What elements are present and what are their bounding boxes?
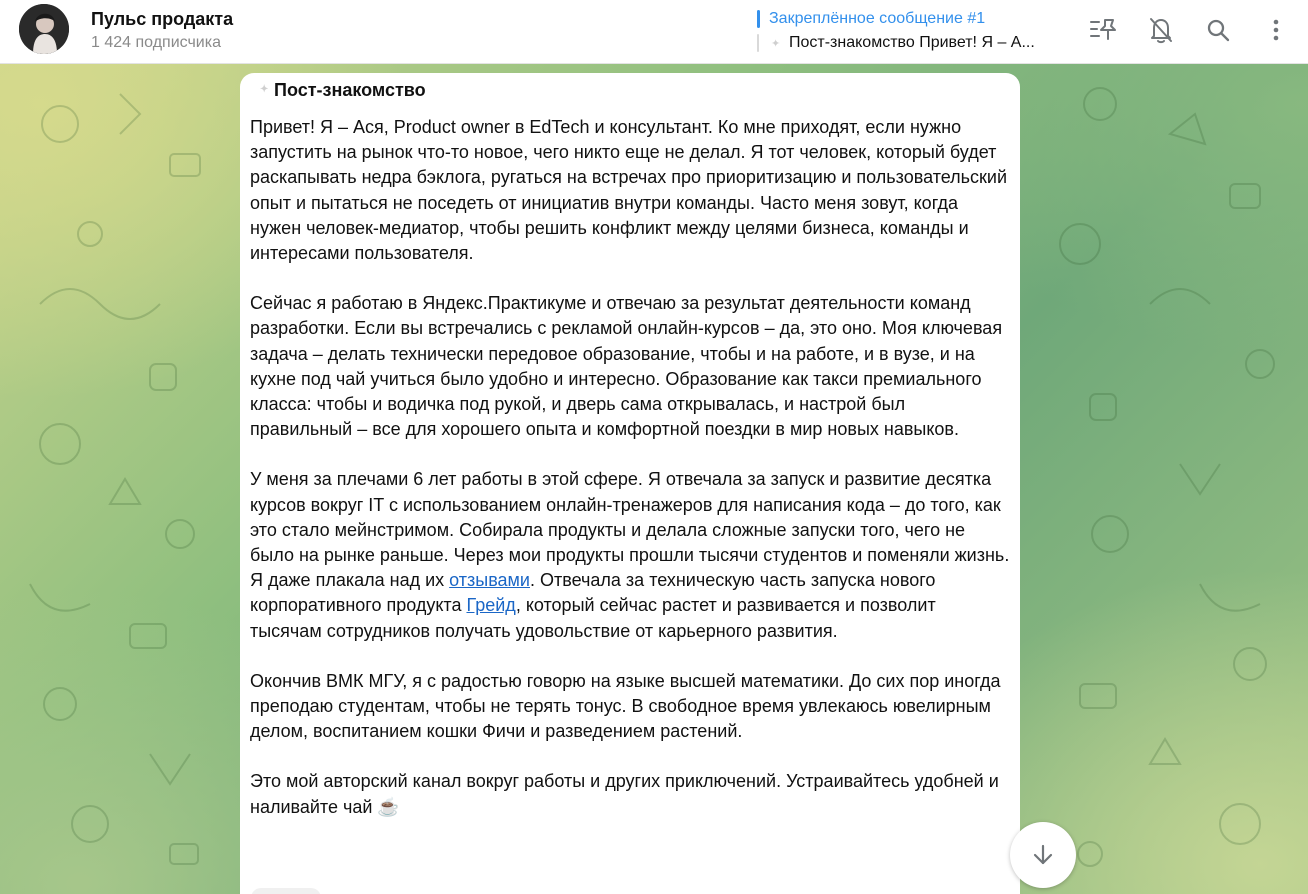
post-title: Пост-знакомство xyxy=(274,80,426,100)
pinned-message-bar[interactable] xyxy=(757,8,1057,56)
reaction-bar[interactable] xyxy=(251,888,321,894)
pinned-sparkle-icon: ✦ xyxy=(771,38,781,50)
text-segment: . Отвечала за техническую часть запуска нового корпоративного продукта xyxy=(250,570,936,616)
arrow-down-icon xyxy=(1031,843,1055,867)
paragraph-intro: Привет! Я – Ася, Product owner в EdTech и консультант. Ко мне приходят, если нужно запустить на рынок что-то новое, чего никто еще не делал. Я тот человек, который будет раскапывать недра бэклога, ругаться на встречах про приоритизацию и пользовательский опыт и пытаться не поседеть от инициатив внутри команды. Часто меня зовут, когда нужен человек-медиатор, чтобы решить конфликт между целями бизнеса, команды и интересами пользователя. xyxy=(250,117,1008,264)
text-segment: , который сейчас растет и развивается и позволит тысячам сотрудников получать удовольствие от карьерного развития. xyxy=(250,595,936,641)
paragraph-channel: Это мой авторский канал вокруг работы и других приключений. Устраивайтесь удобней и наливайте чай ☕ xyxy=(250,771,999,817)
message-bubble xyxy=(240,73,1020,894)
bell-muted-icon[interactable] xyxy=(1145,14,1177,46)
pinned-indicator-active xyxy=(757,10,760,28)
paragraph-experience xyxy=(250,467,1010,643)
reviews-link[interactable]: отзывами xyxy=(449,570,530,591)
paragraph-work: Сейчас я работаю в Яндекс.Практикуме и отвечаю за результат деятельности команд разработки. Если вы встречались с рекламой онлайн-курсов – да, это оно. Моя ключевая задача – делать технически передовое образование, чтобы и на работе, и в вузе, и на кухне под чай учиться было удобно и интересно. Образование как такси премиального класса: чтобы и водичка под рукой, и дверь сама открывалась, и настрой был правильный – все для хорошего опыта и комфортной поездки в мир новых навыков. xyxy=(250,293,1003,440)
post-title-row xyxy=(260,79,1010,115)
text-segment: У меня за плечами 6 лет работы в этой сфере. Я отвечала за запуск и развитие десятка курсов вокруг IT с использованием онлайн-тренажеров для написания кода – до того, как это стало мейнстримом. Собирала продукты и делала сложные запуски того, чего не было на рынке раньше. Через мои продукты прошли тысячи студентов и поменяли жизнь. Я даже плакала над их xyxy=(250,469,1010,591)
channel-avatar[interactable] xyxy=(19,4,69,54)
pinned-indicator xyxy=(757,34,759,52)
pinned-preview: Пост-знакомство Привет! Я – А... xyxy=(789,34,1035,51)
pinned-list-icon[interactable] xyxy=(1087,14,1119,46)
pinned-title: Закреплённое сообщение #1 xyxy=(769,10,986,27)
chat-header xyxy=(0,0,1308,64)
sparkle-icon: ✦ xyxy=(260,84,269,95)
more-vertical-icon[interactable] xyxy=(1260,14,1292,46)
channel-title[interactable]: Пульс продакта xyxy=(91,9,234,29)
paragraph-education: Окончив ВМК МГУ, я с радостью говорю на языке высшей математики. До сих пор иногда преподаю студентам, чтобы не терять тонус. В свободное время увлекаюсь ювелирным делом, воспитанием кошки Фичи и разведением растений. xyxy=(250,670,1001,742)
chat-background xyxy=(0,64,1308,894)
scroll-down-button[interactable] xyxy=(1010,822,1076,888)
grade-link[interactable]: Грейд xyxy=(466,595,516,616)
subscriber-count: 1 424 подписчика xyxy=(91,34,221,51)
search-icon[interactable] xyxy=(1202,14,1234,46)
